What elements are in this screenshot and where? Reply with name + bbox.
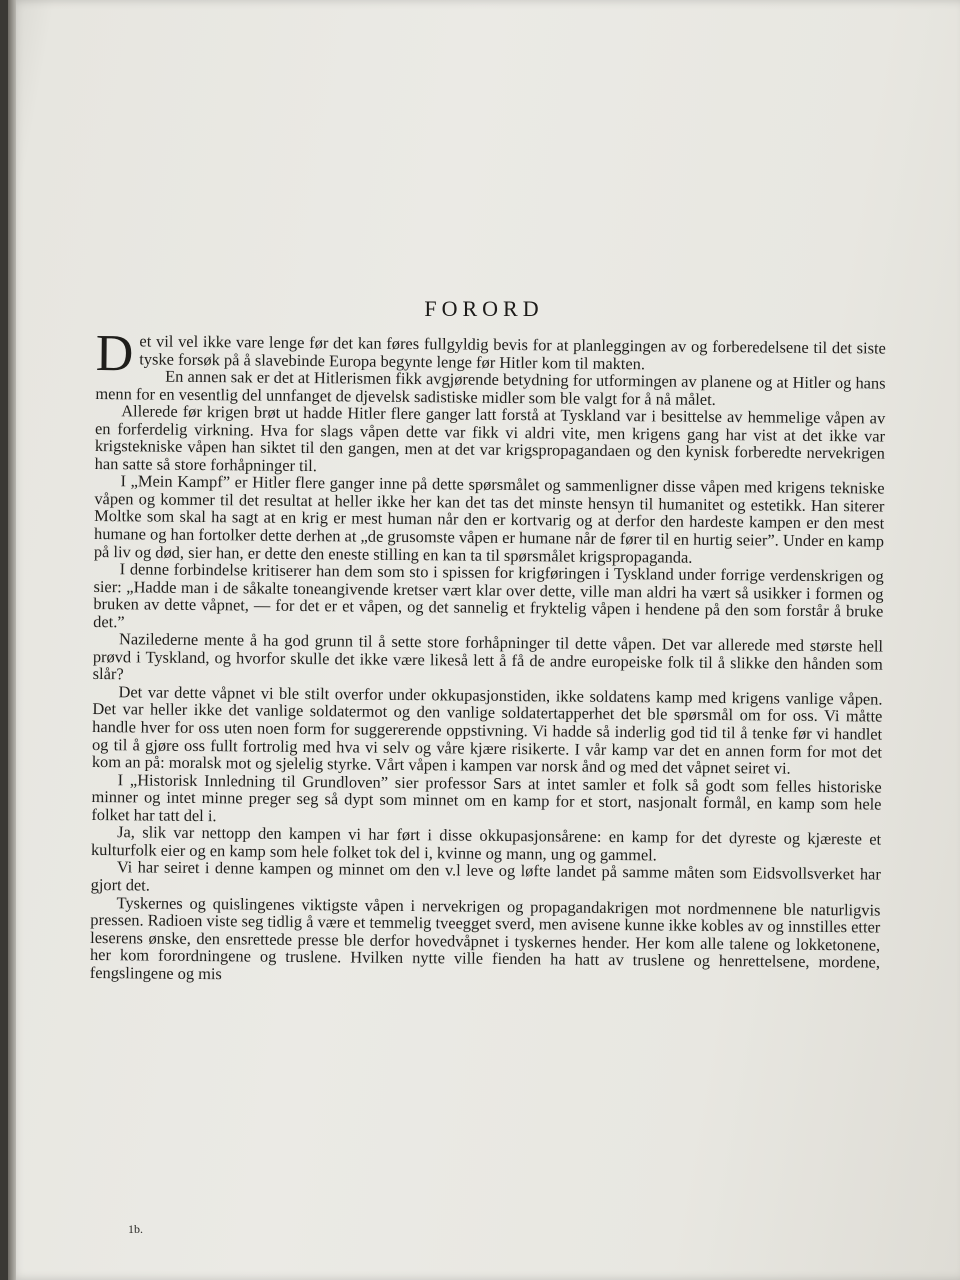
paragraph-8: I „Historisk Innledning til Grundloven” sier professor Sars at intet samler et folk så godt som felles historiske minner og intet minne preger seg så dypt som minnet om en kamp for et stort, nasjonalt formål, en kamp som hele folket har tatt del i. bbox=[91, 769, 882, 825]
paragraph-3: Allerede før krigen brøt ut hadde Hitler flere ganger latt forstå at Tyskland var i besittelse av hemmelige våpen av en forferdelig virkning. Hva for slags våpen dette var fikk vi aldri vite, men krigens gang har vist at det ikke var krigstekniske våpen han siktet til den gangen, men at det var krigspropagandaen og den kynisk forberedte nervekrigen han satte så store forhåpninger til. bbox=[94, 401, 886, 475]
body-text bbox=[89, 325, 886, 989]
paragraph-1: Det vil vel ikke vare lenge før det kan føres fullgyldig bevis for at planleggingen av og forberedelsene til det siste tyske forsøk på å slavebinde Europa begynte lenge før Hitler kom til makten. bbox=[95, 325, 886, 383]
paragraph-6: Nazilederne mente å ha god grunn til å sette store forhåpninger til dette våpen. Det var allerede med største hell prøvd i Tyskland, og hvorfor skulle det ikke være likeså lett å få de andre europeiske folk til å slikke den hånden som slår? bbox=[92, 629, 884, 684]
paragraph-4: I „Mein Kampf” er Hitler flere ganger inne på dette spørsmålet og sammenligner disse våpen med krigens tekniske våpen og kommer til det resultat at heller ikke her kan det tas det minste hensyn til humanitet og estetikk. Han siterer Moltke som skal ha sagt at en krig er mest human når den er kortvarig og at derfor den hardeste kampen er den mest humane og han fortolker dette derhen at „de grusomste våpen er humane når de fører til en hurtig seier”. Under en kamp på liv og død, sier han, er dette den eneste stilling en kan ta til spørsmålet krigspropaganda. bbox=[93, 471, 885, 567]
drop-cap: D bbox=[95, 325, 134, 383]
paragraph-5: I denne forbindelse kritiserer han dem som sto i spissen for krigføringen i Tyskland under forrige verdenskrigen og sier: „Hadde man i de såkalte toneangivende kretser vært klar over dette, ville man aldri ha vært så usikker i formen og bruken av dette våpnet, — for det er et våpen, og det sannelig et fryktelig våpen i hendene på den som forstår å bruke det.” bbox=[93, 559, 884, 632]
book-page bbox=[8, 0, 960, 1280]
page-binding-edge bbox=[8, 0, 16, 1280]
signature-mark: 1b. bbox=[128, 1222, 143, 1236]
paragraph-2: En annen sak er det at Hitlerismen fikk avgjørende betydning for utformingen av planene og at Hitler og hans menn for en vesentlig del unnfanget de djevelsk sadistiske midler som ble valgt for å nå målet. bbox=[95, 366, 886, 409]
paragraph-9: Ja, slik var nettopp den kampen vi har ført i disse okkupasjonsårene: en kamp for det dyreste og kjæreste et kulturfolk eier og en kamp som hele folket tok del i, kvinne og mann, ung og gammel. bbox=[90, 822, 882, 865]
paragraph-10: Vi har seiret i denne kampen og minnet om den v.l leve og løfte landet på samme måten som Eidsvollsverket har gjort det. bbox=[90, 857, 881, 895]
paragraph-11: Tyskernes og quislingenes viktigste våpen i nervekrigen og propagandakrigen mot nordmennene ble naturligvis pressen. Radioen viste seg tidlig å være et temmelig tveegget sverd, men avisene kunne ikke kobles av og innstilles etter leserens ønske, den ensrettede presse ble derfor hovedvåpnet i tyskernes hender. Her kom alle talene og lokketonene, her kom forordningene og truslene. Hvilken nytte ville fienden ha hatt av truslene og henrettelsene, mordene, fengslingene og mis bbox=[89, 892, 881, 983]
page-title: FORORD bbox=[424, 296, 544, 321]
paragraph-7: Det var dette våpnet vi ble stilt overfor under okkupasjonstiden, ikke soldatens kamp med krigens vanlige våpen. Det var heller ikke det vanlige soldatermot og den vanlige soldatertapperhet det ble spørsmål om for oss. Vi måtte handle hver for oss uten noen form for suggererende oppstivning. Vi hadde så inderlig god tid til å tenke før vi handlet og til å gjøre oss fullt fortrolig med hva vi selv og våre kjære risikerte. I vår kamp var det en annen form for mot det kom an på: moralsk mot og sjelelig styrke. Vårt våpen i kampen var norsk ånd og med det våpnet seiret vi. bbox=[91, 682, 883, 778]
